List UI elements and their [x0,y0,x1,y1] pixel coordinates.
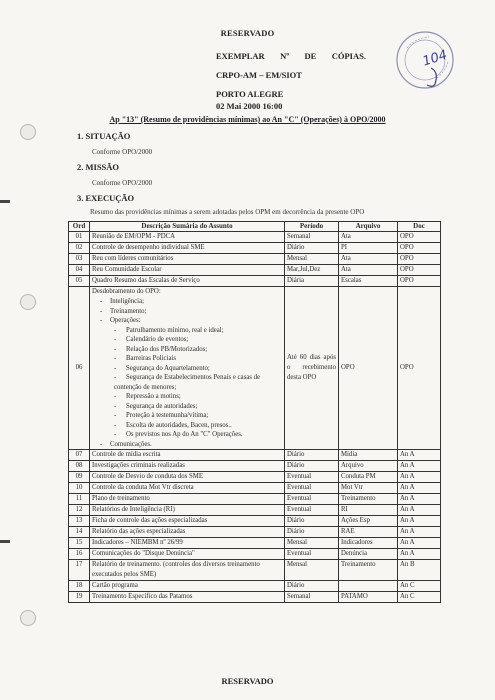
cell-file: Treinamento [339,560,398,581]
operations-list-item: - Segurança de Estabelecimentos Penais e casas de contenção de menores; [114,374,260,391]
operations-list-item: - Escolta de autoridades, Bacen, presos.. [114,421,232,429]
table-row [69,527,441,538]
exemplar-copies: CÓPIAS. [331,51,366,61]
operations-list-item: - Repressão a motins; [114,393,181,400]
cell-file: Treinamento [339,494,398,505]
cell-file: PI [339,243,398,254]
exemplar-label: EXEMPLAR [216,51,265,61]
section-text: Conforme OPO/2000 [92,148,153,156]
cell-doc: An A [398,461,441,472]
binder-hole [20,124,36,140]
table-header-row [69,222,441,232]
operations-item-text: Proteção à testemunha/vítima; [126,412,209,419]
cell-file: Ações Esp [339,516,398,527]
cell-period: Eventual [285,483,339,494]
cell-period: Mensal [285,538,339,549]
operations-item-text: Escolta de autoridades, Bacen, presos.. [126,421,232,429]
cell-file: Ata [339,232,398,243]
cell-period: Eventual [285,494,339,505]
cell-ord: 09 [69,472,90,483]
cell-doc: OPO [398,287,441,450]
cell-ord: 07 [69,450,90,461]
cell-ord: 17 [69,560,90,581]
cell-description: Relatório de treinamento. (controles dos diversos treinamento executados pelos SME) [90,560,285,581]
cell-period: Diária [285,276,339,287]
operations-list-item: - Comunicações. [100,440,152,448]
cell-period: Diário [285,243,339,254]
operations-item-text: Barreiras Policiais [126,355,177,362]
operations-item-text: Calendário de eventos; [126,336,189,343]
operations-item-text: Segurança de Estabelecimentos Penais e casas de contenção de menores; [114,374,260,391]
operations-item-text: Segurança de autoridades; [126,402,198,410]
cell-ord: 13 [69,516,90,527]
operations-list-item: - Os previstos nos Ap do An "C" Operações. [114,431,243,438]
row06-title: Desdobramento do OPO: [92,288,161,295]
cell-doc: OPO [398,243,441,254]
cell-doc: An C [398,581,441,592]
cell-file: Ata [339,254,398,265]
unit-line: CRPO-AM – EM/SIOT [216,70,302,80]
col-header-ord: Ord [69,222,90,232]
cell-ord: 14 [69,527,90,538]
cell-file: Indicadores [339,538,398,549]
cell-description: Indicadores – NIEMBM nº 26/99 [90,538,285,549]
operations-list [92,297,282,449]
cell-ord: 06 [69,287,90,450]
cell-ord: 02 [69,243,90,254]
cell-doc: An A [398,549,441,560]
operations-item-text: Treinamento; [110,307,147,315]
cell-period: Mensal [285,560,339,581]
table-row [69,461,441,472]
cell-description: Comunicações do "Disque Denúncia" [90,549,285,560]
section-intro-text: Resumo das providências mínimas a serem adotadas pelos OPM em decorrência da presente OPO [90,208,365,216]
cell-file: Mot Vtr [339,483,398,494]
cell-description: Controle de mídia escrita [90,450,285,461]
binder-hole [20,610,36,626]
cell-period: Eventual [285,472,339,483]
operations-item-text: Inteligência; [110,298,144,305]
cell-ord: 19 [69,592,90,603]
table-row [69,516,441,527]
cell-doc: OPO [398,276,441,287]
table-row [69,560,441,581]
section-heading: 2. MISSÃO [77,162,120,172]
cell-period: Até 60 dias após o recebimento desta OPO [285,287,339,450]
cell-file: RAE [339,527,398,538]
operations-list-item: - Calendário de eventos; [114,336,189,343]
table-row [69,265,441,276]
table-row [69,254,441,265]
cell-doc: OPO [398,265,441,276]
cell-period: Semanal [285,592,339,603]
operations-item-text: Segurança do Aquartelamento; [126,364,210,372]
cell-description: Investigações criminais realizadas [90,461,285,472]
table-row [69,243,441,254]
cell-ord: 12 [69,505,90,516]
cell-file [339,581,398,592]
providences-table [68,221,441,603]
cell-period: Mensal [285,254,339,265]
operations-list-item: - Segurança de autoridades; [114,402,198,410]
table-row [69,287,441,450]
cell-ord: 01 [69,232,90,243]
operations-list-item: - Inteligência; [100,298,144,305]
operations-item-text: Comunicações. [110,440,152,448]
cell-doc: An A [398,494,441,505]
cell-ord: 15 [69,538,90,549]
cell-period: Diário [285,461,339,472]
cell-description: Treinamento Específico das Patamos [90,592,285,603]
cell-ord: 18 [69,581,90,592]
cell-ord: 11 [69,494,90,505]
cell-description: Reu com líderes comunitários [90,254,285,265]
date-line: 02 Mai 2000 16:00 [216,101,283,111]
cell-period: Semanal [285,232,339,243]
document-title: Ap "13" (Resumo de providências mínimas) ao An "C" (Operações) à OPO/2000 [109,115,386,124]
section-heading: 3. EXECUÇÃO [77,193,135,203]
exemplar-de: DE [304,51,317,61]
cell-description: Quadro Resumo das Escalas de Serviço [90,276,285,287]
cell-file: Denúncia [339,549,398,560]
classification-top: RESERVADO [220,28,275,38]
cell-doc: An A [398,538,441,549]
cell-description: Controle de Desvio de conduta dos SME [90,472,285,483]
cell-ord: 08 [69,461,90,472]
cell-doc: An C [398,592,441,603]
operations-list-item: - Relação dos PB/Motorizados; [114,345,208,353]
operations-item-text: Repressão a motins; [126,393,181,400]
cell-period: Eventual [285,549,339,560]
table-row [69,494,441,505]
cell-description: Controle da conduta Mot Vtr discreta [90,483,285,494]
cell-description: Reunião de EM/OPM - PDCA [90,232,285,243]
stamp-number: 104 [420,47,450,70]
operations-list-item: - Patrulhamento mínimo, real e ideal; [114,326,224,334]
cell-file: Arquivo [339,461,398,472]
classification-bottom: RESERVADO [221,676,274,686]
col-header-description: Descrição Sumária do Assunto [90,222,285,232]
cell-description [90,287,285,450]
cell-period: Diário [285,581,339,592]
operations-list-item: - Treinamento; [100,307,147,315]
section-heading: 1. SITUAÇÃO [77,131,131,141]
cell-description: Relatório das ações especializadas [90,527,285,538]
operations-list-item: - Barreiras Policiais [114,355,177,362]
cell-ord: 03 [69,254,90,265]
cell-period: Mar,Jul,Dez [285,265,339,276]
cell-description: Cartão programa [90,581,285,592]
cell-doc: An A [398,516,441,527]
operations-list-item: - Segurança do Aquartelamento; [114,364,210,372]
cell-file: OPO [339,287,398,450]
cell-description: Controle de desempenho individual SME [90,243,285,254]
edge-mark [0,540,10,543]
cell-period: Diário [285,527,339,538]
table-row [69,549,441,560]
cell-doc: An A [398,472,441,483]
table-row [69,472,441,483]
col-header-period: Período [285,222,339,232]
operations-item-text: Operações: [110,317,141,324]
cell-ord: 04 [69,265,90,276]
operations-list-item: - Operações: [100,317,141,324]
cell-doc: An A [398,505,441,516]
exemplar-number: Nº [280,51,290,61]
cell-file: Conduta PM [339,472,398,483]
cell-period: Diário [285,450,339,461]
binder-hole [20,294,36,310]
table-row [69,505,441,516]
cell-period: Diário [285,516,339,527]
col-header-file: Arquivo [339,222,398,232]
table-row [69,232,441,243]
cell-doc: OPO [398,232,441,243]
cell-ord: 05 [69,276,90,287]
cell-doc: An A [398,483,441,494]
cell-doc: An B [398,560,441,581]
cell-file: Ata [339,265,398,276]
cell-description: Plano de treinamento [90,494,285,505]
operations-item-text: Patrulhamento mínimo, real e ideal; [126,326,224,334]
col-header-doc: Doc [398,222,441,232]
table-row [69,450,441,461]
cell-description: Ficha de controle das ações especializadas [90,516,285,527]
exemplar-line [216,51,366,61]
edge-mark [0,200,10,203]
cell-doc: OPO [398,254,441,265]
cell-period: Eventual [285,505,339,516]
table-row [69,538,441,549]
table-row [69,483,441,494]
operations-list-item: - Proteção à testemunha/vítima; [114,412,209,419]
operations-item-text: Relação dos PB/Motorizados; [126,345,208,353]
table-row [69,592,441,603]
cell-ord: 16 [69,549,90,560]
cell-description: Relatórios de Inteligência (RI) [90,505,285,516]
cell-doc: An A [398,527,441,538]
cell-ord: 10 [69,483,90,494]
cell-doc: An A [398,450,441,461]
cell-file: RI [339,505,398,516]
section-text: Conforme OPO/2000 [92,179,153,187]
document-stamp [393,28,457,92]
cell-file: Escalas [339,276,398,287]
city-line: PORTO ALEGRE [216,89,284,99]
cell-file: Mídia [339,450,398,461]
table-row [69,581,441,592]
cell-file: PATAMO [339,592,398,603]
operations-item-text: Os previstos nos Ap do An "C" Operações. [126,431,243,438]
cell-description: Reu Comunidade Escolar [90,265,285,276]
table-row [69,276,441,287]
